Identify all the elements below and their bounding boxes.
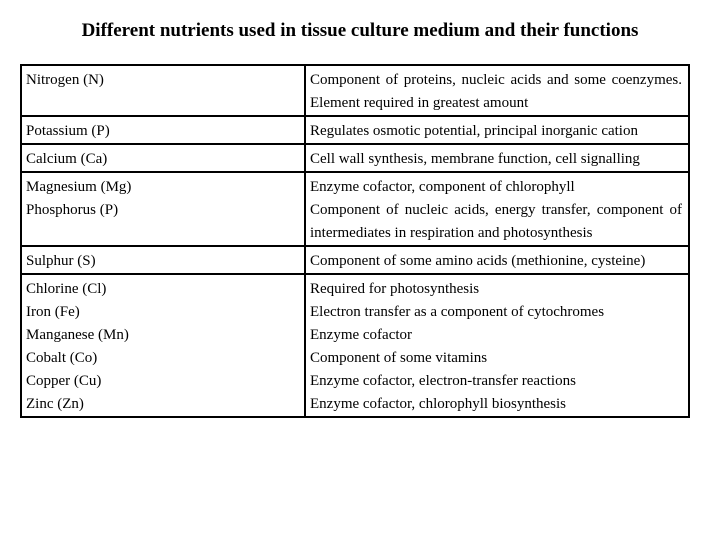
nutrient-cell [21, 116, 305, 144]
nutrient-name: Calcium (Ca) [26, 151, 108, 167]
function-cell [305, 246, 689, 274]
table-row [21, 65, 689, 116]
nutrient-name: Magnesium (Mg) [26, 179, 132, 195]
nutrient-function: Component of proteins, nucleic acids and some coenzymes. Element required in greatest amount [310, 72, 682, 111]
nutrient-name: Chlorine (Cl) [26, 281, 107, 297]
nutrient-function: Component of some amino acids (methionine, cysteine) [310, 253, 646, 269]
function-cell [305, 116, 689, 144]
nutrient-function: Enzyme cofactor [310, 327, 413, 343]
table-row [21, 172, 689, 246]
table-row [21, 116, 689, 144]
function-cell [305, 144, 689, 172]
nutrient-function: Cell wall synthesis, membrane function, cell signalling [310, 151, 640, 167]
function-cell [305, 65, 689, 116]
nutrient-function: Component of some vitamins [310, 350, 488, 366]
nutrient-cell [21, 172, 305, 246]
nutrient-cell [21, 246, 305, 274]
nutrient-name: Zinc (Zn) [26, 396, 84, 412]
nutrient-function: Enzyme cofactor, chlorophyll biosynthesis [310, 396, 567, 412]
function-cell [305, 274, 689, 417]
nutrient-cell [21, 144, 305, 172]
nutrient-function: Component of nucleic acids, energy transfer, component of intermediates in respiration and photosynthesis [310, 202, 682, 241]
nutrient-name: Nitrogen (N) [26, 72, 104, 88]
page-title: Different nutrients used in tissue culture medium and their functions [81, 20, 639, 41]
nutrient-name: Potassium (P) [26, 123, 110, 139]
nutrient-name: Iron (Fe) [26, 304, 80, 320]
nutrient-cell [21, 65, 305, 116]
table-row [21, 144, 689, 172]
nutrient-function: Enzyme cofactor, component of chlorophyll [310, 179, 575, 195]
nutrient-name: Copper (Cu) [26, 373, 102, 389]
nutrient-name: Cobalt (Co) [26, 350, 98, 366]
nutrient-name: Sulphur (S) [26, 253, 96, 269]
nutrient-cell [21, 274, 305, 417]
nutrients-table [20, 64, 690, 418]
nutrient-function: Electron transfer as a component of cytochromes [310, 304, 605, 320]
nutrient-name: Manganese (Mn) [26, 327, 129, 343]
function-cell [305, 172, 689, 246]
table-row [21, 246, 689, 274]
nutrient-function: Regulates osmotic potential, principal inorganic cation [310, 123, 638, 139]
nutrient-name: Phosphorus (P) [26, 202, 119, 218]
nutrient-function: Enzyme cofactor, electron-transfer reactions [310, 373, 576, 389]
table-row [21, 274, 689, 417]
nutrient-function: Required for photosynthesis [310, 281, 480, 297]
